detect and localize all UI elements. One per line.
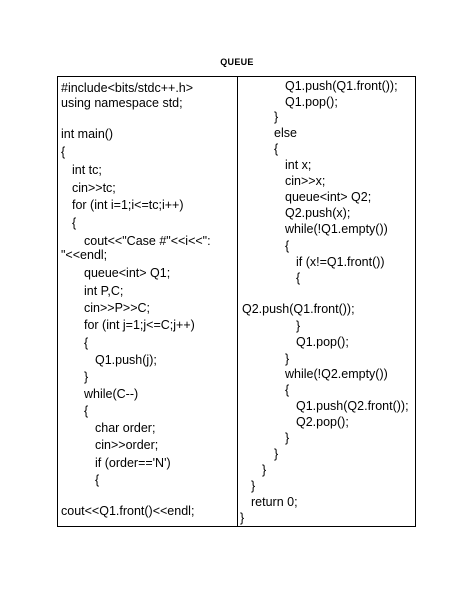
code-line: { — [84, 404, 89, 418]
code-line: } — [296, 319, 301, 333]
code-line: Q1.push(Q1.front()); — [285, 79, 398, 93]
code-line: while(!Q1.empty()) — [285, 222, 388, 236]
code-line: { — [72, 216, 77, 230]
code-line: int P,C; — [84, 284, 124, 298]
code-line: while(!Q2.empty()) — [285, 367, 388, 381]
code-line: else — [274, 126, 297, 140]
code-table — [57, 76, 416, 527]
code-line: cin>>tc; — [72, 181, 116, 195]
code-line: { — [61, 145, 66, 159]
code-line: cout<<"Case #"<<i<<": — [84, 234, 211, 248]
code-line: #include<bits/stdc++.h> — [61, 81, 194, 95]
code-line: if (order=='N') — [95, 456, 171, 470]
code-line: queue<int> Q2; — [285, 190, 372, 204]
code-line: { — [285, 383, 290, 397]
code-line: { — [274, 142, 279, 156]
code-line: { — [296, 271, 301, 285]
code-line: Q1.push(Q2.front()); — [296, 399, 409, 413]
code-line: queue<int> Q1; — [84, 266, 171, 280]
code-line: Q2.push(x); — [285, 206, 351, 220]
code-line: Q1.pop(); — [296, 335, 349, 349]
code-line: using namespace std; — [61, 96, 183, 110]
code-line: } — [240, 511, 245, 525]
document-title: QUEUE — [220, 57, 254, 67]
code-line: while(C--) — [84, 387, 139, 401]
code-line: for (int j=1;j<=C;j++) — [84, 318, 195, 332]
column-divider — [237, 77, 238, 526]
code-line: } — [84, 370, 89, 384]
code-line: Q1.push(j); — [95, 353, 157, 367]
code-line: char order; — [95, 421, 156, 435]
code-line: if (x!=Q1.front()) — [296, 255, 385, 269]
code-line: } — [262, 463, 267, 477]
code-line: return 0; — [251, 495, 298, 509]
code-line: cout<<Q1.front()<<endl; — [61, 504, 195, 518]
code-line: cin>>P>>C; — [84, 301, 151, 315]
code-line: { — [84, 336, 89, 350]
code-line: for (int i=1;i<=tc;i++) — [72, 198, 184, 212]
code-line: int x; — [285, 158, 312, 172]
code-line: } — [274, 447, 279, 461]
code-line: cin>>x; — [285, 174, 326, 188]
code-line: { — [285, 239, 290, 253]
code-line: } — [285, 352, 290, 366]
code-line: Q2.pop(); — [296, 415, 349, 429]
code-line: Q2.push(Q1.front()); — [242, 302, 355, 316]
code-line: Q1.pop(); — [285, 95, 338, 109]
code-line: } — [285, 431, 290, 445]
code-line: int tc; — [72, 163, 102, 177]
code-line: "<<endl; — [61, 248, 108, 262]
code-line: } — [274, 110, 279, 124]
code-line: cin>>order; — [95, 438, 159, 452]
code-line: } — [251, 479, 256, 493]
code-line: { — [95, 473, 100, 487]
code-line: int main() — [61, 127, 114, 141]
